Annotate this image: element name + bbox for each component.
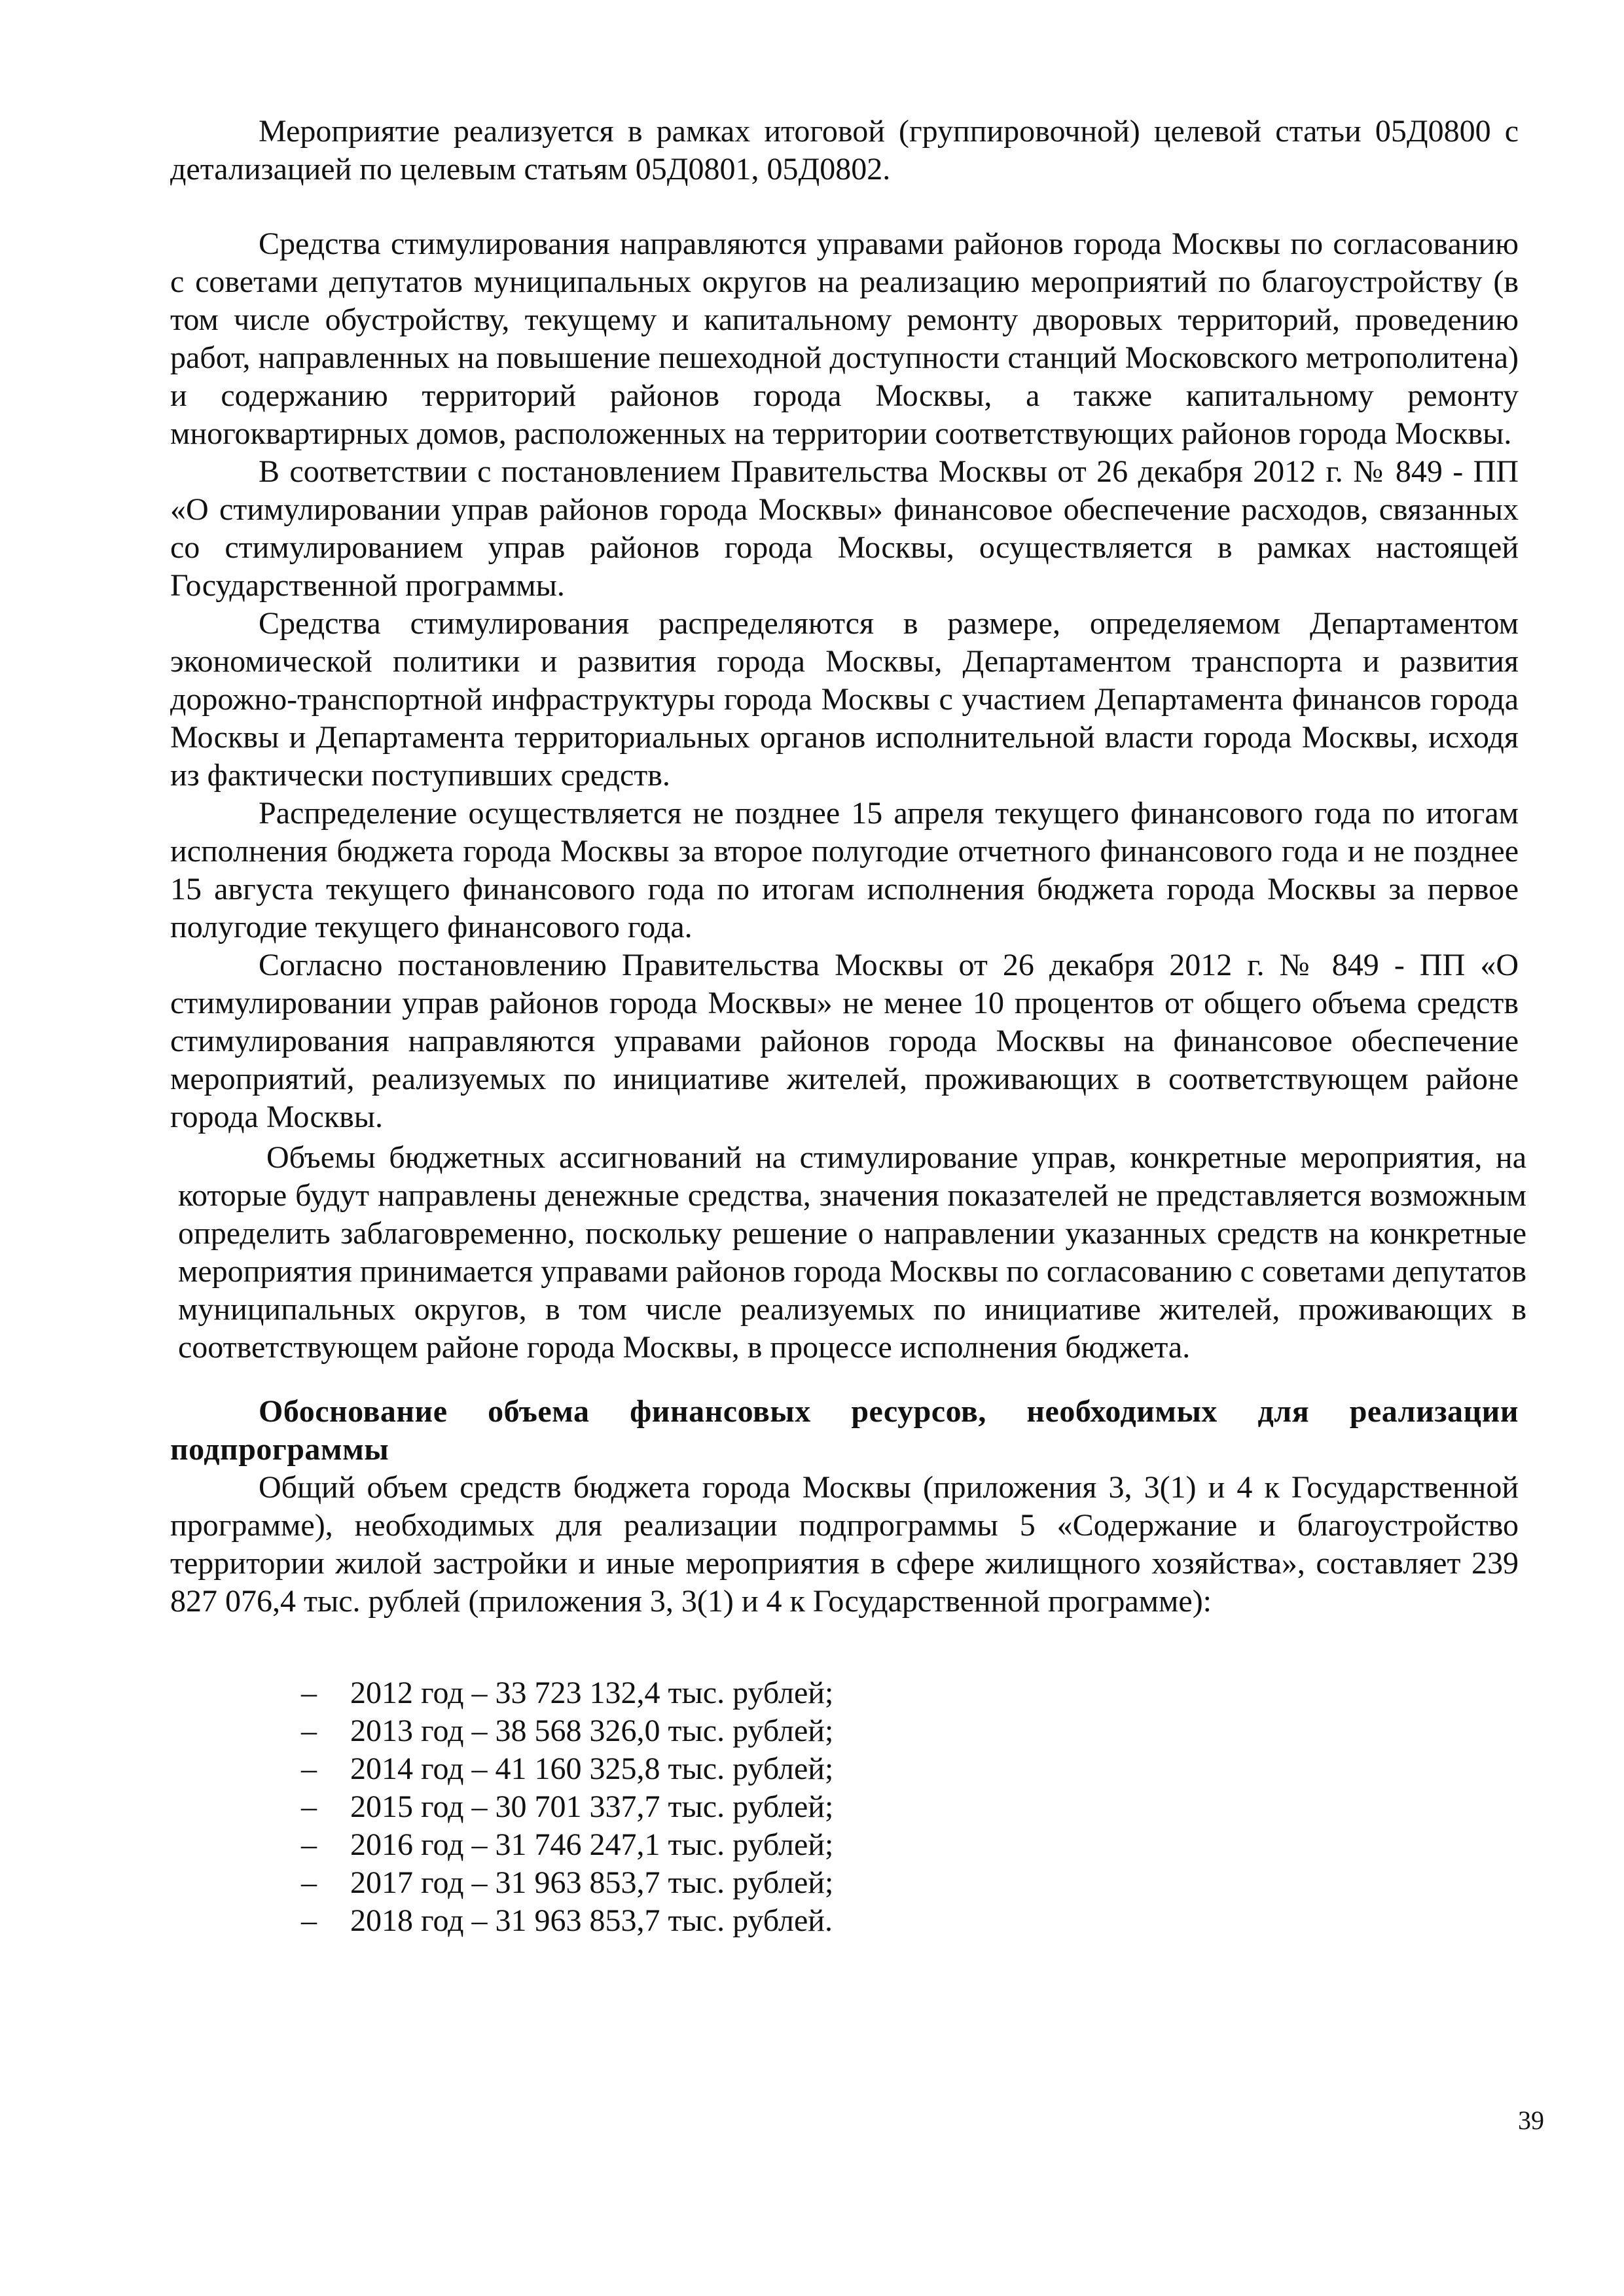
intro-section bbox=[170, 113, 1519, 188]
list-item bbox=[301, 1674, 833, 1712]
paragraph-funds-distribution: Средства стимулирования распределяются в размере, определяемом Департаментом экономической политики и развития города Москвы, Департаментом транспорта и развития дорожно-транспортной инфраструктуры города Москвы с участием Департамента финансов города Москвы и Департамента территориальных органов исполнительной власти города Москвы, исходя из фактически поступивших средств. bbox=[170, 606, 1519, 793]
list-item bbox=[301, 1788, 833, 1826]
dash-marker: – bbox=[301, 1827, 317, 1862]
list-item-text: 2012 год – 33 723 132,4 тыс. рублей; bbox=[350, 1676, 834, 1710]
dash-marker: – bbox=[301, 1789, 317, 1824]
stimulation-section bbox=[170, 225, 1519, 1136]
list-item bbox=[301, 1902, 833, 1940]
list-item bbox=[301, 1712, 833, 1750]
list-item bbox=[301, 1826, 833, 1864]
page-number: 39 bbox=[1518, 2106, 1544, 2135]
list-item-text: 2015 год – 30 701 337,7 тыс. рублей; bbox=[350, 1789, 834, 1824]
paragraph-government-decree: В соответствии с постановлением Правительства Москвы от 26 декабря 2012 г. № 849 - ПП «О стимулировании управ районов города Москвы» финансовое обеспечение расходов, связанных со стимулированием управ районов города Москвы, осуществляется в рамках настоящей Государственной программы. bbox=[170, 454, 1519, 603]
list-item bbox=[301, 1864, 833, 1902]
dash-marker: – bbox=[301, 1751, 317, 1786]
list-item-text: 2014 год – 41 160 325,8 тыс. рублей; bbox=[350, 1751, 834, 1786]
paragraph-distribution-deadlines: Распределение осуществляется не позднее 15 апреля текущего финансового года по итогам исполнения бюджета города Москвы за второе полугодие отчетного финансового года и не позднее 15 августа текущего финансового года по итогам исполнения бюджета города Москвы за первое полугодие текущего финансового года. bbox=[170, 796, 1519, 944]
financial-justification-section bbox=[170, 1393, 1519, 1621]
dash-marker: – bbox=[301, 1676, 317, 1710]
paragraph-target-article: Мероприятие реализуется в рамках итоговой (группировочной) целевой статьи 05Д0800 с детализацией по целевым статьям 05Д0801, 05Д0802. bbox=[170, 114, 1519, 187]
dash-marker: – bbox=[301, 1903, 317, 1938]
list-item-text: 2018 год – 31 963 853,7 тыс. рублей. bbox=[350, 1903, 833, 1938]
budget-by-year-list bbox=[301, 1674, 833, 1940]
paragraph-total-volume: Общий объем средств бюджета города Москвы (приложения 3, 3(1) и 4 к Государственной программе), необходимых для реализации подпрограммы 5 «Содержание и благоустройство территории жилой застройки и иные мероприятия в сфере жилищного хозяйства», составляет 239 827 076,4 тыс. рублей (приложения 3, 3(1) и 4 к Государственной программе): bbox=[170, 1470, 1519, 1619]
volumes-section bbox=[178, 1139, 1526, 1367]
list-item bbox=[301, 1750, 833, 1788]
paragraph-budget-volumes: Объемы бюджетных ассигнований на стимулирование управ, конкретные мероприятия, на которые будут направлены денежные средства, значения показателей не представляется возможным определить заблаговременно, поскольку решение о направлении указанных средств на конкретные мероприятия принимается управами районов города Москвы по согласованию с советами депутатов муниципальных округов, в том числе реализуемых по инициативе жителей, проживающих в соответствующем районе города Москвы, в процессе исполнения бюджета. bbox=[178, 1140, 1526, 1365]
section-heading: Обоснование объема финансовых ресурсов, необходимых для реализации подпрограммы bbox=[170, 1394, 1519, 1467]
paragraph-stimulation-funds: Средства стимулирования направляются управами районов города Москвы по согласованию с советами депутатов муниципальных округов на реализацию мероприятий по благоустройству (в том числе обустройству, текущему и капитальному ремонту дворовых территорий, проведению работ, направленных на повышение пешеходной доступности станций Московского метрополитена) и содержанию территорий районов города Москвы, а также капитальному ремонту многоквартирных домов, расположенных на территории соответствующих районов города Москвы. bbox=[170, 226, 1519, 451]
list-item-text: 2017 год – 31 963 853,7 тыс. рублей; bbox=[350, 1865, 834, 1900]
list-item-text: 2016 год – 31 746 247,1 тыс. рублей; bbox=[350, 1827, 834, 1862]
list-item-text: 2013 год – 38 568 326,0 тыс. рублей; bbox=[350, 1713, 834, 1748]
dash-marker: – bbox=[301, 1865, 317, 1900]
paragraph-resident-initiatives: Согласно постановлению Правительства Москвы от 26 декабря 2012 г. № 849 - ПП «О стимулировании управ районов города Москвы» не менее 10 процентов от общего объема средств стимулирования направляются управами районов города Москвы на финансовое обеспечение мероприятий, реализуемых по инициативе жителей, проживающих в соответствующем районе города Москвы. bbox=[170, 948, 1519, 1134]
dash-marker: – bbox=[301, 1713, 317, 1748]
